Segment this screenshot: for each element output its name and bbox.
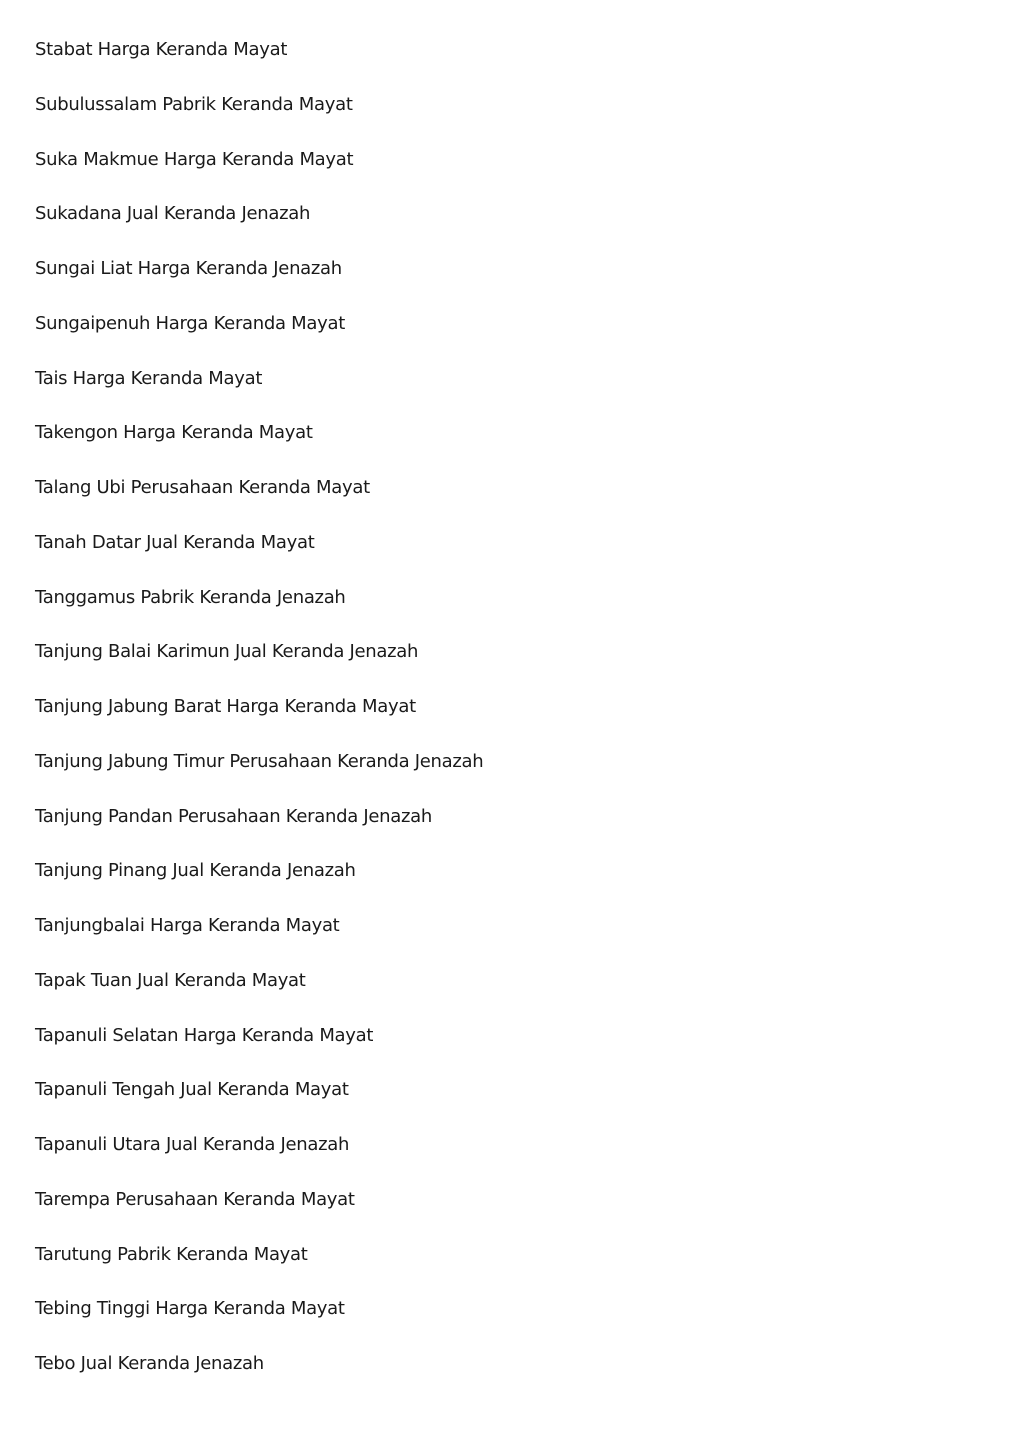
list-item: Sungai Liat Harga Keranda Jenazah [35, 258, 342, 279]
entry-list [35, 36, 483, 1405]
list-item: Tapanuli Selatan Harga Keranda Mayat [35, 1024, 374, 1046]
list-item: Tarempa Perusahaan Keranda Mayat [35, 1188, 355, 1210]
list-item: Subulussalam Pabrik Keranda Mayat [35, 93, 353, 115]
list-item: Tebing Tinggi Harga Keranda Mayat [35, 1298, 345, 1320]
list-item: Tanjung Balai Karimun Jual Keranda Jenazah [35, 641, 419, 663]
list-item: Tanjung Pinang Jual Keranda Jenazah [35, 860, 356, 882]
list-item: Tanjung Jabung Timur Perusahaan Keranda Jenazah [35, 750, 484, 772]
list-item: Tebo Jual Keranda Jenazah [35, 1353, 264, 1374]
list-item: Tanjung Pandan Perusahaan Keranda Jenazah [35, 805, 432, 827]
list-item: Talang Ubi Perusahaan Keranda Mayat [35, 477, 370, 498]
list-item: Tapanuli Tengah Jual Keranda Mayat [35, 1079, 349, 1101]
list-item: Sukadana Jual Keranda Jenazah [35, 203, 311, 225]
list-item: Tapak Tuan Jual Keranda Mayat [35, 969, 306, 991]
list-item: Tarutung Pabrik Keranda Mayat [35, 1243, 308, 1265]
list-item: Sungaipenuh Harga Keranda Mayat [35, 312, 345, 334]
list-item: Stabat Harga Keranda Mayat [35, 39, 288, 60]
list-item: Tapanuli Utara Jual Keranda Jenazah [35, 1134, 350, 1155]
list-item: Tanggamus Pabrik Keranda Jenazah [35, 586, 346, 608]
list-item: Tanjung Jabung Barat Harga Keranda Mayat [35, 696, 416, 717]
list-item: Tanah Datar Jual Keranda Mayat [35, 531, 315, 553]
list-item: Tais Harga Keranda Mayat [35, 367, 263, 389]
list-item: Takengon Harga Keranda Mayat [35, 422, 313, 444]
list-item: Suka Makmue Harga Keranda Mayat [35, 148, 354, 170]
list-item: Tanjungbalai Harga Keranda Mayat [35, 915, 340, 936]
